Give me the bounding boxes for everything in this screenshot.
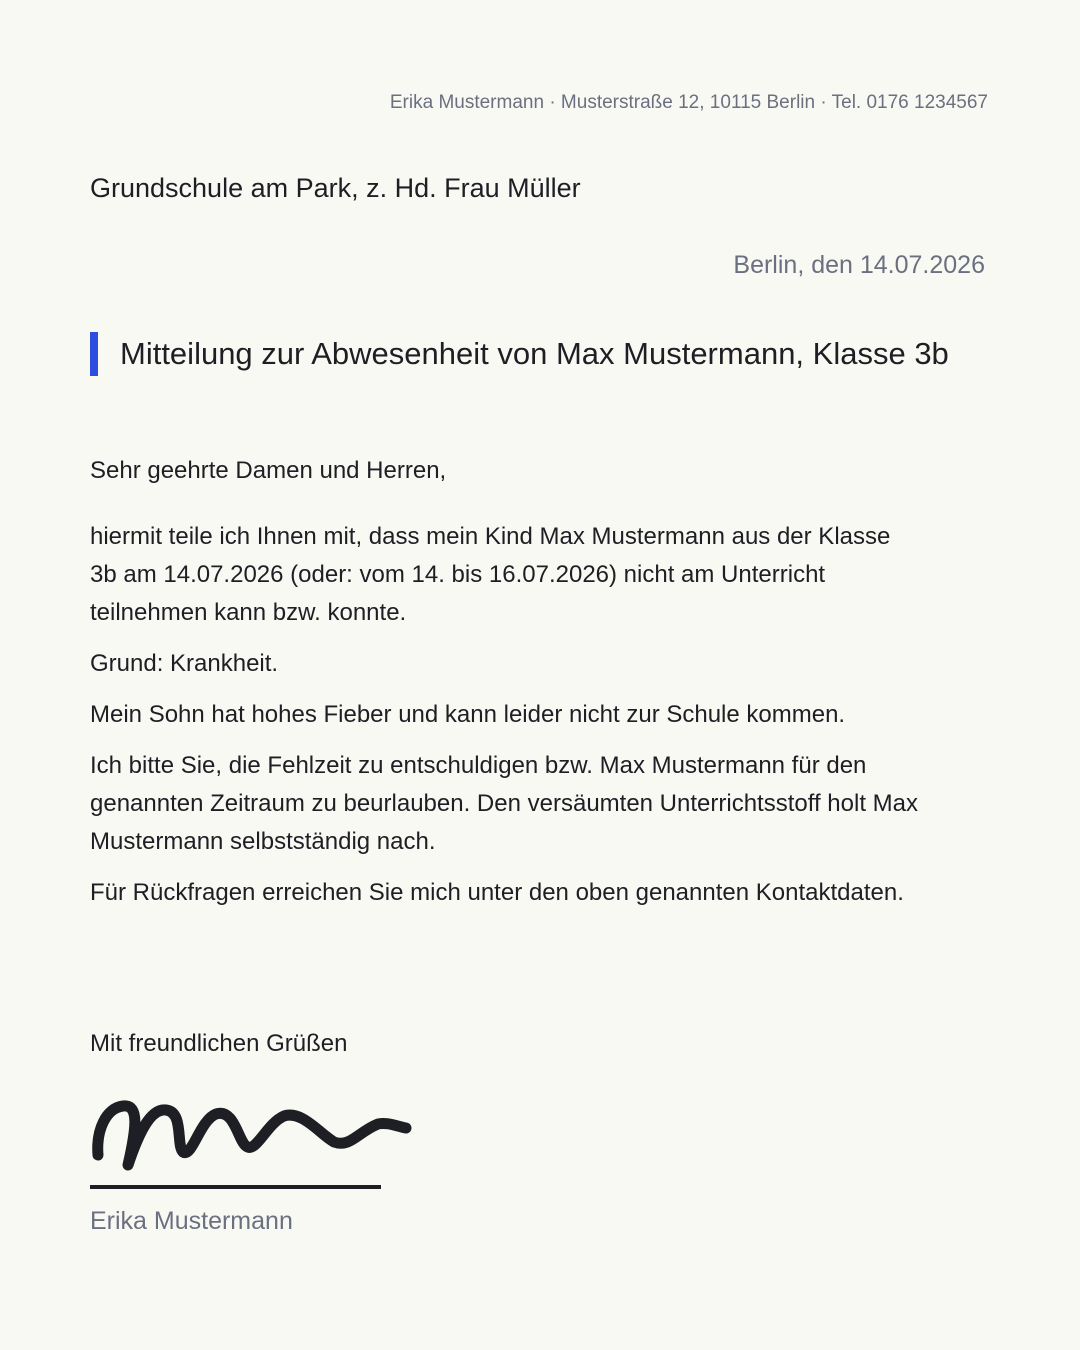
subject-line: Mitteilung zur Abwesenheit von Max Mustermann, Klasse 3b: [90, 332, 950, 376]
closing-phrase: Mit freundlichen Grüßen: [90, 1030, 348, 1057]
signature-line: [90, 1185, 381, 1189]
recipient-address: Grundschule am Park, z. Hd. Frau Müller: [90, 173, 581, 203]
paragraph-notice: hiermit teile ich Ihnen mit, dass mein Kind Max Mustermann aus der Klasse 3b am 14.07.2026 (oder: vom 14. bis 16.07.2026) nicht am Unterricht teilnehmen kann bzw. konnte.: [90, 523, 891, 626]
paragraph-request: Ich bitte Sie, die Fehlzeit zu entschuldigen bzw. Max Mustermann für den genannten Zeitraum zu beurlauben. Den versäumten Unterrichtsstoff holt Max Mustermann selbstständig nach.: [90, 752, 918, 855]
handwritten-signature: [88, 1090, 418, 1180]
salutation: Sehr geehrte Damen und Herren,: [90, 457, 447, 484]
sender-line: Erika Mustermann · Musterstraße 12, 10115 Berlin · Tel. 0176 1234567: [389, 92, 988, 113]
paragraph-details: Mein Sohn hat hohes Fieber und kann leider nicht zur Schule kommen.: [90, 701, 846, 728]
letter-date: Berlin, den 14.07.2026: [733, 251, 985, 279]
paragraph-contact: Für Rückfragen erreichen Sie mich unter den oben genannten Kontaktdaten.: [90, 879, 904, 906]
letter-body: [90, 452, 920, 925]
signer-name: Erika Mustermann: [90, 1207, 293, 1235]
paragraph-reason: Grund: Krankheit.: [90, 650, 279, 677]
